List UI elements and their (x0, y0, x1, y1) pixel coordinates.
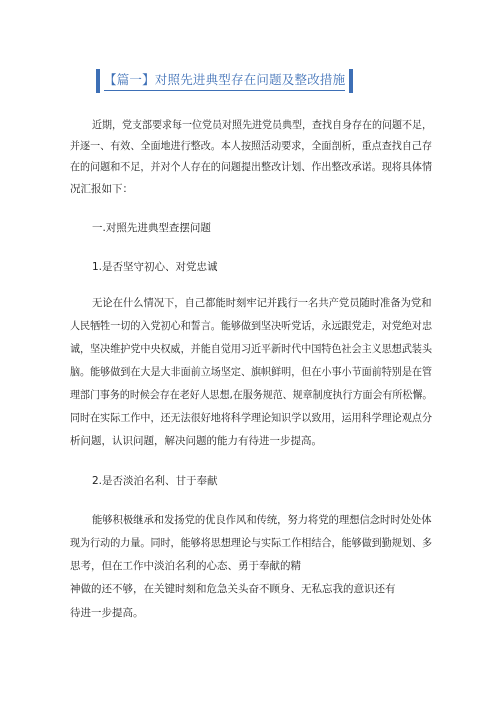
sub-heading-2: 2.是否淡泊名利、甘于奉献 (92, 475, 218, 487)
body2-line-4: 神做的还不够，在关键时刻和危急关头奋不顾身、无私忘我的意识还有 (70, 583, 396, 595)
body2-line-1: 能够积极继承和发扬党的优良作风和传统，努力将党的理想信念时时处处体 (92, 514, 432, 526)
article-heading (96, 68, 353, 94)
body1-line-7: 析问题，认识问题，解决问题的能力有待进一步提高。 (70, 435, 322, 447)
heading-bar-left (96, 69, 100, 93)
body1-line-4: 脑。能够做到在大是大非面前立场坚定、旗帜鲜明，但在小事小节面前特别是在管 (70, 366, 433, 378)
body1-line-2: 人民牺牲一切的入党初心和誓言。能够做到坚决听党话，永远跟党走，对党绝对忠 (70, 320, 433, 332)
intro-line-2: 并逐一、有效、全面地进行整改。本人按照活动要求，全面剖析，重点查找自己存 (70, 140, 433, 152)
body1-line-5: 理部门事务的时候会存在老好人思想,在服务规范、规章制度执行方面会有所松懈。 (70, 389, 433, 401)
section-heading-1: 一.对照先进典型查摆问题 (92, 222, 211, 234)
intro-line-3: 在的问题和不足，并对个人存在的问题提出整改计划、作出整改承诺。现将具体情 (70, 161, 433, 173)
body2-line-3: 思考，但在工作中淡泊名利的心态、勇于奉献的精 (70, 560, 301, 572)
heading-title: 【篇一】对照先进典型存在问题及整改措施 (104, 71, 345, 91)
intro-line-1: 近期，党支部要求每一位党员对照先进党员典型，查找自身存在的问题不足， (92, 119, 433, 131)
intro-line-4: 况汇报如下： (70, 183, 133, 195)
sub-heading-1: 1.是否坚守初心、对党忠诚 (92, 261, 218, 273)
body2-line-5: 待进一步提高。 (70, 607, 144, 619)
body1-line-6: 同时在实际工作中，还无法很好地将科学理论知识学以致用，运用科学理论观点分 (70, 412, 433, 424)
heading-bar-right (349, 69, 353, 93)
body1-line-3: 诚，坚决维护党中央权威，并能自觉用习近平新时代中国特色社会主义思想武装头 (70, 343, 433, 355)
body1-line-1: 无论在什么情况下，自己都能时刻牢记并践行一名共产党员随时准备为党和 (92, 297, 432, 309)
body2-line-2: 现为行动的力量。同时，能够将思想理论与实际工作相结合，能够做到勤规划、多 (70, 537, 433, 549)
